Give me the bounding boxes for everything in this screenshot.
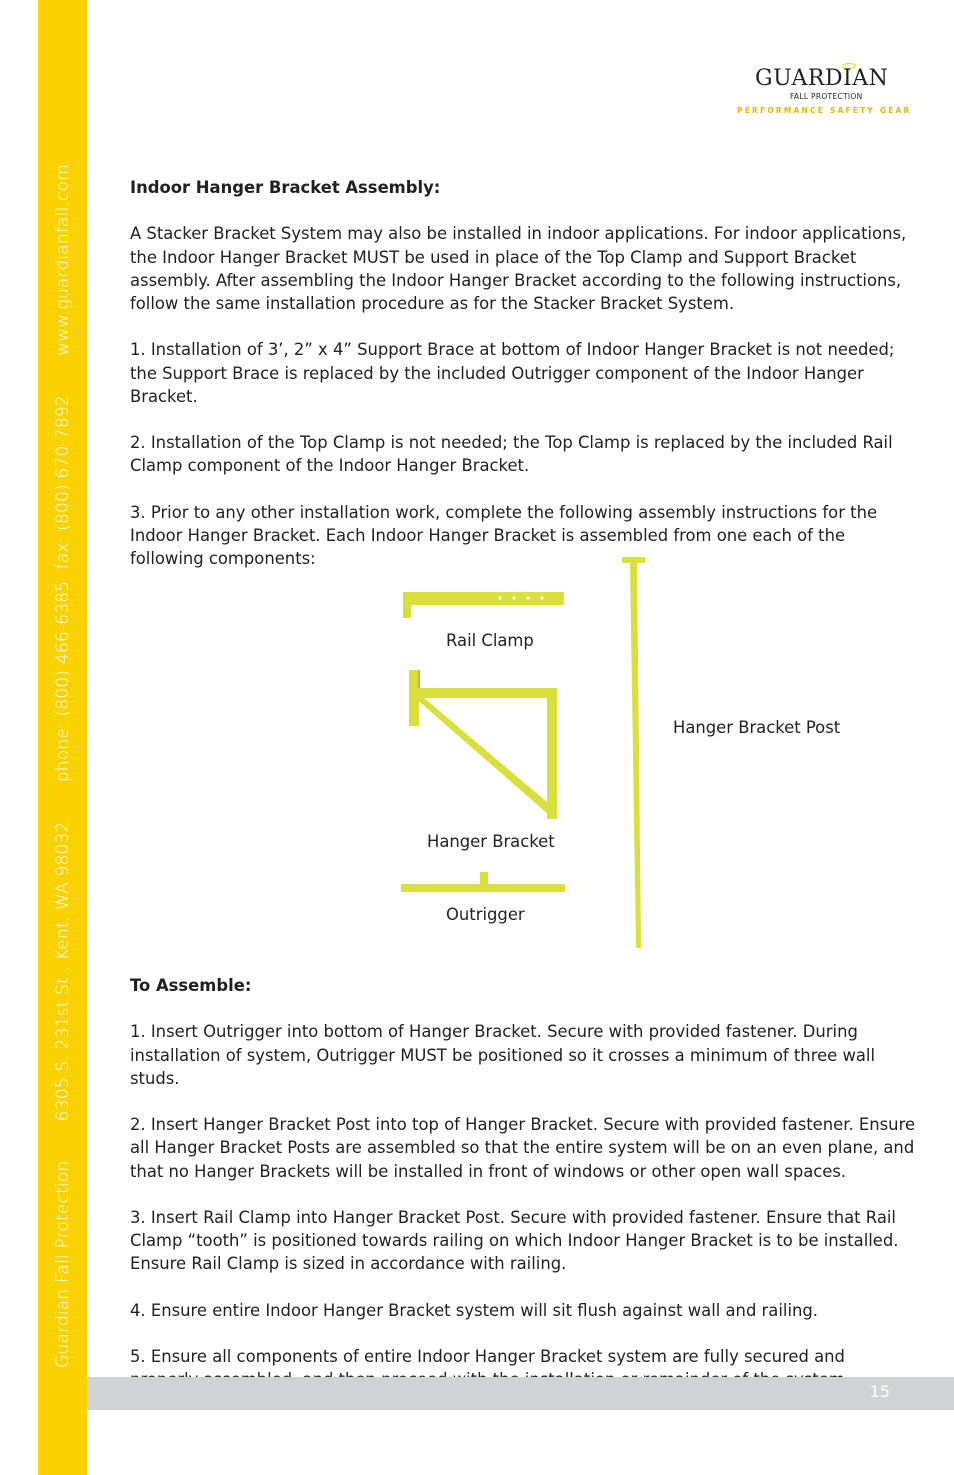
list-item: 5. Ensure all components of entire Indoor Hanger Bracket system are fully secured and: [130, 1347, 845, 1367]
list-item: 1. Insert Outrigger into bottom of Hanger Bracket. Secure with provided fastener. During installation of system, Outrigger MUST be positioned so it crosses a minimum of three wall studs.: [130, 1022, 876, 1088]
logo-name: GUARDIAN: [755, 66, 889, 91]
footer-bar: [87, 1377, 954, 1410]
logo-tagline: PERFORMANCE SAFETY GEAR: [737, 106, 912, 115]
rail-clamp-label: Rail Clamp: [446, 631, 534, 650]
rail-clamp-illustration: [403, 592, 564, 618]
intro-paragraph: A Stacker Bracket System may also be installed in indoor applications. For indoor applications, the Indoor Hanger Bracket MUST be used in place of the Top Clamp and Support Bracket assembly. After assembling the Indoor Hanger Bracket according to the following instructions, follow the same installation procedure as for the Stacker Bracket System.: [130, 224, 907, 313]
list-item: 4. Ensure entire Indoor Hanger Bracket system will sit flush against wall and railing.: [130, 1300, 819, 1320]
page-number: 15: [869, 1382, 890, 1401]
hanger-bracket-illustration: [409, 670, 557, 819]
list-item: 3. Insert Rail Clamp into Hanger Bracket Post. Secure with provided fastener. Ensure that Rail Clamp “tooth” is positioned towards railing on which Indoor Hanger Bracket is to be installed. Ensure Rail Clamp is sized in accordance with railing.: [130, 1207, 899, 1274]
list-item: 2. Installation of the Top Clamp is not needed; the Top Clamp is replaced by the included Rail Clamp component of the Indoor Hanger Bracket.: [130, 433, 893, 476]
outrigger-illustration: [401, 872, 565, 892]
hanger-bracket-label: Hanger Bracket: [427, 832, 555, 851]
section-heading: Indoor Hanger Bracket Assembly:: [130, 178, 441, 197]
section-heading: To Assemble:: [130, 976, 252, 995]
logo-subtitle: FALL PROTECTION: [790, 92, 863, 101]
list-item: 3. Prior to any other installation work, complete the following assembly instructions for the Indoor Hanger Bracket. Each Indoor Hanger Bracket is assembled from one each of the following components:: [130, 502, 878, 569]
section-indoor-assembly: [130, 176, 918, 594]
sidebar-contact-text: Guardian Fall Protection 6305 S. 231st St., Kent, WA 98032 phone: (800) 466-6385 fax: (800) 670-7892 www.guardianfall.com: [53, 163, 73, 1368]
post-label: Hanger Bracket Post: [673, 718, 841, 737]
outrigger-label: Outrigger: [446, 905, 525, 924]
guardian-logo: [730, 62, 912, 122]
section-to-assemble: [130, 974, 918, 1415]
list-item: 1. Installation of 3’, 2” x 4” Support Brace at bottom of Indoor Hanger Bracket is not needed; the Support Brace is replaced by the included Outrigger component of the Indoor Hanger Bracket.: [130, 340, 895, 406]
hanger-bracket-post-illustration: [622, 557, 645, 948]
list-item: 2. Insert Hanger Bracket Post into top of Hanger Bracket. Secure with provided fastener. Ensure all Hanger Bracket Posts are assembled so that the entire system will be on an even plane, and that no Hanger Brackets will be installed in front of windows or other open wall spaces.: [130, 1115, 916, 1181]
